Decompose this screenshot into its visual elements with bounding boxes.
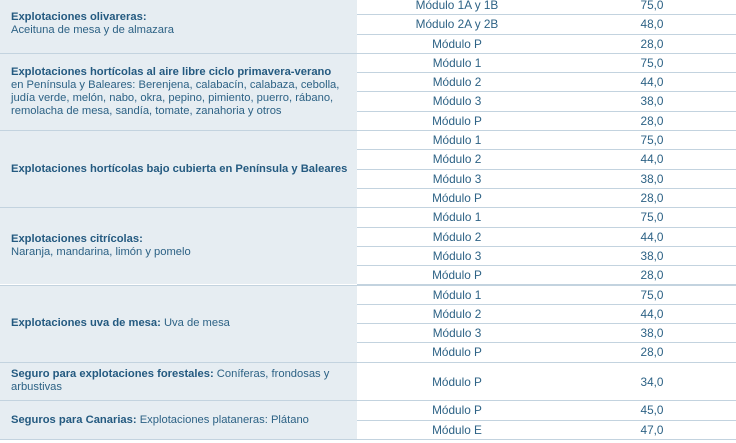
group-label-cell: [0, 401, 357, 439]
group-title: Seguro para explotaciones forestales:: [11, 368, 214, 381]
table-row: [357, 228, 736, 247]
table-row: [357, 266, 736, 285]
group-rows: [357, 131, 736, 208]
group-rows: [357, 363, 736, 402]
table-row: [357, 401, 736, 420]
group-title: Explotaciones olivareras:: [11, 11, 147, 24]
value-cell: 75,0: [640, 133, 664, 148]
group-rows: [357, 0, 736, 54]
group-title: Explotaciones uva de mesa:: [11, 317, 161, 330]
module-cell: Módulo 1: [432, 55, 482, 70]
group-description: Aceituna de mesa y de almazara: [11, 24, 174, 37]
module-cell: Módulo 1: [432, 133, 482, 148]
group-description: en Península y Baleares: Berenjena, calabacín, calabaza, cebolla, judía verde, melón, nabo, okra, pepino, pimiento, puerro, rábano, remolacha de mesa, sandía, tomate, zanahoria y otros: [11, 78, 340, 117]
table-row: [357, 170, 736, 189]
group-label-text: [0, 66, 357, 118]
table-row: [357, 15, 736, 34]
table-row: [357, 363, 736, 402]
module-cell: Módulo 1: [432, 287, 482, 302]
group-rows: [357, 286, 736, 363]
table-row: [357, 286, 736, 305]
module-cell: Módulo P: [432, 113, 482, 128]
table-group: [0, 0, 736, 54]
group-rows: [357, 401, 736, 440]
module-cell: Módulo 3: [432, 326, 482, 341]
table-group: [0, 131, 736, 208]
value-cell: 75,0: [640, 287, 664, 302]
module-cell: Módulo P: [432, 190, 482, 205]
table-row: [357, 421, 736, 440]
module-cell: Módulo P: [432, 345, 482, 360]
table-group: [0, 286, 736, 363]
value-cell: 44,0: [640, 152, 664, 167]
group-description: Uva de mesa: [163, 317, 230, 330]
group-description: Explotaciones plataneras: Plátano: [139, 413, 309, 426]
value-cell: 38,0: [640, 326, 664, 341]
table-group: [0, 401, 736, 440]
group-title: Explotaciones hortícolas al aire libre ciclo primavera-verano: [11, 65, 332, 78]
group-label-cell: [0, 0, 357, 53]
module-cell: Módulo 3: [432, 171, 482, 186]
module-cell: Módulo 1: [432, 210, 482, 225]
value-cell: 48,0: [640, 17, 664, 32]
group-label-text: [0, 11, 183, 37]
table-row: [357, 150, 736, 169]
table-row: [357, 92, 736, 111]
group-label-text: [0, 368, 357, 394]
group-label-text: [0, 233, 200, 259]
module-cell: Módulo E: [432, 422, 482, 437]
table-row: [357, 189, 736, 208]
table-row: [357, 0, 736, 15]
group-rows: [357, 208, 736, 285]
table-row: [357, 247, 736, 266]
group-label-cell: [0, 363, 357, 401]
group-description: Coníferas, frondosas y arbustivas: [11, 368, 330, 394]
group-label-text: [0, 163, 356, 176]
table-row: [357, 73, 736, 92]
value-cell: 28,0: [640, 113, 664, 128]
table-row: [357, 131, 736, 150]
module-cell: Módulo 2: [432, 229, 482, 244]
group-title: Seguros para Canarias:: [11, 413, 137, 426]
module-cell: Módulo 3: [432, 94, 482, 109]
group-label-cell: [0, 208, 357, 284]
table-row: [357, 324, 736, 343]
group-title: Explotaciones hortícolas bajo cubierta en Península y Baleares: [11, 162, 348, 175]
table-group: [0, 54, 736, 131]
module-cell: Módulo 2A y 2B: [415, 17, 499, 32]
value-cell: 45,0: [640, 403, 664, 418]
group-label-text: [0, 317, 239, 330]
table-row: [357, 35, 736, 54]
table-group: [0, 363, 736, 402]
table-row: [357, 343, 736, 362]
group-title: Explotaciones citrícolas:: [11, 233, 143, 246]
value-cell: 38,0: [640, 94, 664, 109]
value-cell: 75,0: [640, 210, 664, 225]
value-cell: 38,0: [640, 171, 664, 186]
module-cell: Módulo P: [432, 268, 482, 283]
value-cell: 44,0: [640, 229, 664, 244]
table-row: [357, 305, 736, 324]
value-cell: 44,0: [640, 75, 664, 90]
module-cell: Módulo P: [432, 403, 482, 418]
value-cell: 44,0: [640, 306, 664, 321]
group-description: Naranja, mandarina, limón y pomelo: [11, 246, 191, 259]
group-label-cell: [0, 131, 357, 207]
value-cell: 34,0: [640, 374, 664, 389]
value-cell: 28,0: [640, 190, 664, 205]
module-cell: Módulo P: [432, 374, 482, 389]
module-cell: Módulo 2: [432, 152, 482, 167]
value-cell: 75,0: [640, 55, 664, 70]
module-cell: Módulo 2: [432, 75, 482, 90]
module-cell: Módulo 3: [432, 248, 482, 263]
table-row: [357, 54, 736, 73]
group-label-text: [0, 414, 318, 427]
value-cell: 47,0: [640, 422, 664, 437]
module-cell: Módulo 2: [432, 306, 482, 321]
group-label-cell: [0, 286, 357, 362]
group-rows: [357, 54, 736, 131]
module-cell: Módulo P: [432, 36, 482, 51]
value-cell: 28,0: [640, 36, 664, 51]
table-group: [0, 208, 736, 285]
group-divider: [0, 439, 736, 440]
table-row: [357, 112, 736, 131]
value-cell: 75,0: [640, 0, 664, 12]
value-cell: 28,0: [640, 345, 664, 360]
module-cell: Módulo 1A y 1B: [415, 0, 499, 12]
value-cell: 28,0: [640, 268, 664, 283]
table-row: [357, 208, 736, 227]
value-cell: 38,0: [640, 248, 664, 263]
group-label-cell: [0, 54, 357, 130]
